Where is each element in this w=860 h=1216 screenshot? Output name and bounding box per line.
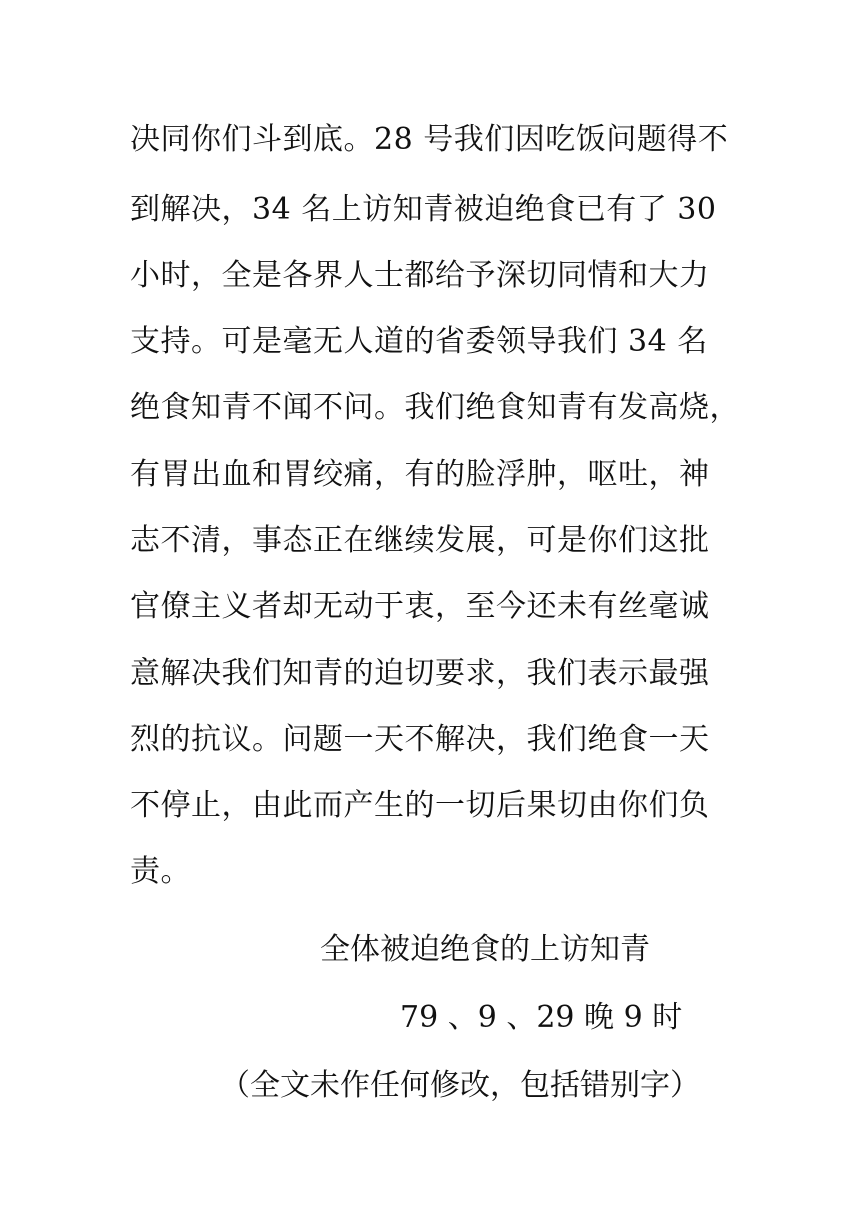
body-line-2: 到解决，34 名上访知青被迫绝食已有了 30 — [130, 192, 717, 227]
body-line-5: 绝食知青不闻不问。我们绝食知青有发高烧， — [130, 390, 740, 425]
body-line-8: 官僚主义者却无动于衷，至今还未有丝毫诚 — [130, 589, 710, 624]
body-line-7: 志不清，事态正在继续发展，可是你们这批 — [130, 523, 710, 558]
body-line-9: 意解决我们知青的迫切要求，我们表示最强 — [130, 656, 710, 691]
signature: 全体被迫绝食的上访知青 — [320, 932, 650, 967]
body-line-6: 有胃出血和胃绞痛，有的脸浮肿，呕吐，神 — [130, 457, 710, 492]
body-line-1: 决同你们斗到底。28 号我们因吃饭问题得不 — [130, 122, 729, 157]
body-line-3: 小时，全是各界人士都给予深切同情和大力 — [130, 258, 710, 293]
editorial-note: （全文未作任何修改，包括错别字） — [220, 1068, 700, 1103]
body-line-10: 烈的抗议。问题一天不解决，我们绝食一天 — [130, 722, 710, 757]
body-line-11: 不停止，由此而产生的一切后果切由你们负 — [130, 788, 710, 823]
signature-date: 79 、9 、29 晚 9 时 — [400, 1000, 683, 1035]
body-line-4: 支持。可是毫无人道的省委领导我们 34 名 — [130, 324, 708, 359]
body-line-12: 责。 — [130, 854, 191, 889]
